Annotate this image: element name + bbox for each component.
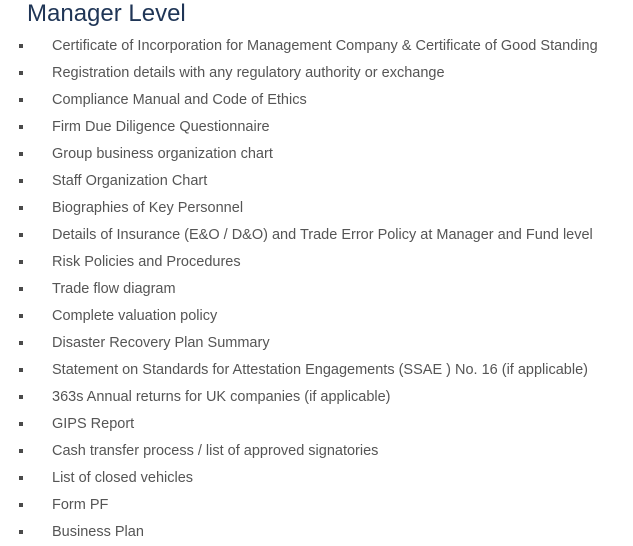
list-item-text: GIPS Report (52, 416, 135, 432)
list-item-text: Complete valuation policy (52, 308, 218, 324)
square-bullet-icon (19, 530, 23, 534)
list-item-text: Certificate of Incorporation for Management Company & Certificate of Good Standing (52, 38, 598, 54)
square-bullet-icon (19, 260, 23, 264)
square-bullet-icon (19, 125, 23, 129)
list-item-text: 363s Annual returns for UK companies (if applicable) (52, 389, 391, 405)
list-item-text: Group business organization chart (52, 146, 273, 162)
list-item-text: Compliance Manual and Code of Ethics (52, 92, 307, 108)
list-item-text: Registration details with any regulatory authority or exchange (52, 65, 445, 81)
square-bullet-icon (19, 314, 23, 318)
list-item-text: List of closed vehicles (52, 470, 194, 486)
list-item-text: Firm Due Diligence Questionnaire (52, 119, 270, 135)
list-item-text: Biographies of Key Personnel (52, 200, 244, 216)
square-bullet-icon (19, 287, 23, 291)
list-item-text: Business Plan (52, 524, 144, 540)
list-item-text: Staff Organization Chart (52, 173, 208, 189)
square-bullet-icon (19, 44, 23, 48)
section-title: Manager Level (27, 0, 186, 27)
list-item-text: Trade flow diagram (52, 281, 176, 297)
list-item-text: Disaster Recovery Plan Summary (52, 335, 270, 351)
list-item-text: Risk Policies and Procedures (52, 254, 241, 270)
square-bullet-icon (19, 206, 23, 210)
square-bullet-icon (19, 476, 23, 480)
square-bullet-icon (19, 98, 23, 102)
square-bullet-icon (19, 422, 23, 426)
square-bullet-icon (19, 179, 23, 183)
square-bullet-icon (19, 71, 23, 75)
list-item-text: Details of Insurance (E&O / D&O) and Trade Error Policy at Manager and Fund level (52, 227, 593, 243)
square-bullet-icon (19, 395, 23, 399)
list-item-text: Cash transfer process / list of approved signatories (52, 443, 379, 459)
square-bullet-icon (19, 233, 23, 237)
square-bullet-icon (19, 503, 23, 507)
square-bullet-icon (19, 449, 23, 453)
list-item-text: Form PF (52, 497, 109, 513)
square-bullet-icon (19, 152, 23, 156)
square-bullet-icon (19, 341, 23, 345)
square-bullet-icon (19, 368, 23, 372)
list-item-text: Statement on Standards for Attestation Engagements (SSAE ) No. 16 (if applicable) (52, 362, 588, 378)
